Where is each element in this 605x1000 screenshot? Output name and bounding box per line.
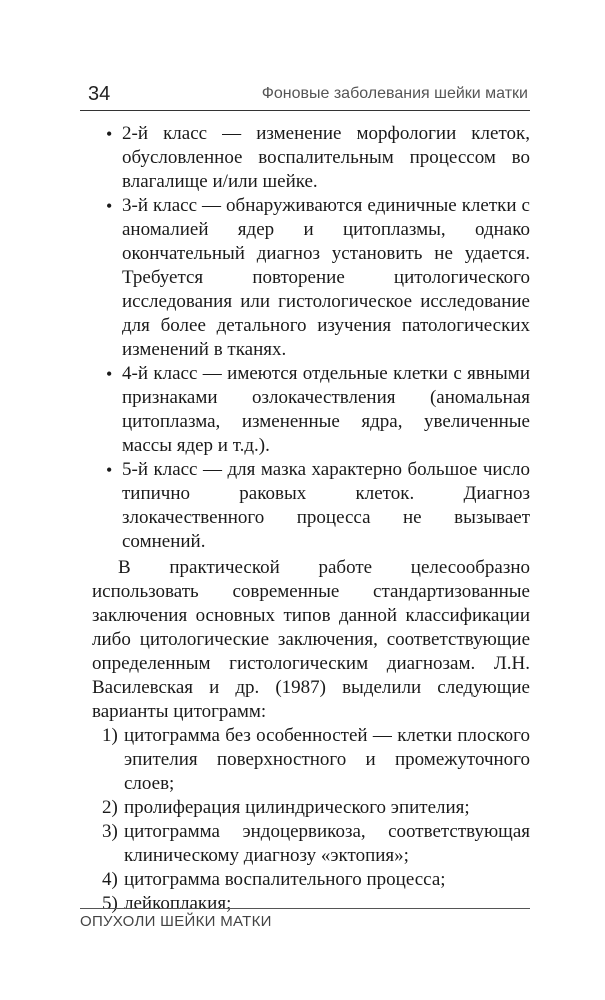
cytogram-variants-list: [92, 724, 530, 916]
page-number: 34: [88, 83, 111, 105]
list-item: [92, 194, 530, 362]
page-footer: [80, 908, 530, 930]
running-title: Фоновые заболевания шейки матки: [261, 85, 528, 102]
list-item: [92, 362, 530, 458]
item-text: лейкоплакия;: [124, 893, 232, 914]
item-text: цитограмма без особенностей — клетки плоского эпителия поверхностного и промежуточного слоев;: [124, 725, 530, 794]
list-item: [92, 868, 530, 892]
bullet-text: 2-й класс — изменение морфологии клеток, обусловленное воспалительным процессом во влагалище и/или шейке.: [122, 123, 530, 192]
bullet-text: 5-й класс — для мазка характерно большое число типично раковых клеток. Диагноз злокачественного процесса не вызывает сомнений.: [122, 459, 530, 552]
list-item: [92, 458, 530, 554]
page-header: [80, 80, 530, 111]
body-paragraph: В практической работе целесообразно использовать современные стандартизованные заключения основных типов данной классификации либо цитологические заключения, соответствующие определенным гистологическим диагнозам. Л.Н. Василевская и др. (1987) выделили следующие варианты цитограмм:: [92, 557, 530, 722]
list-item: [92, 796, 530, 820]
bullet-text: 4-й класс — имеются отдельные клетки с явными признаками озлокачествления (аномальная цитоплазма, измененные ядра, увеличенные массы ядер и т.д.).: [122, 363, 530, 456]
item-text: цитограмма эндоцервикоза, соответствующая клиническому диагнозу «эктопия»;: [124, 821, 530, 866]
list-item: [92, 820, 530, 868]
footer-section-title: ОПУХОЛИ ШЕЙКИ МАТКИ: [80, 913, 272, 930]
class-bullet-list: [92, 122, 530, 554]
item-text: пролиферация цилиндрического эпителия;: [124, 797, 470, 818]
bullet-text: 3-й класс — обнаруживаются единичные клетки с аномалией ядер и цитоплазмы, однако окончательный диагноз установить не удается. Требуется повторение цитологического исследования или гистологическое исследование для более детального изучения патологических изменений в тканях.: [122, 195, 530, 360]
item-number: 2): [102, 797, 118, 818]
item-text: цитограмма воспалительного процесса;: [124, 869, 446, 890]
item-number: 1): [102, 725, 118, 746]
item-number: 5): [102, 893, 118, 914]
page-body: [92, 122, 530, 916]
list-item: [92, 724, 530, 796]
item-number: 4): [102, 869, 118, 890]
list-item: [92, 122, 530, 194]
item-number: 3): [102, 821, 118, 842]
